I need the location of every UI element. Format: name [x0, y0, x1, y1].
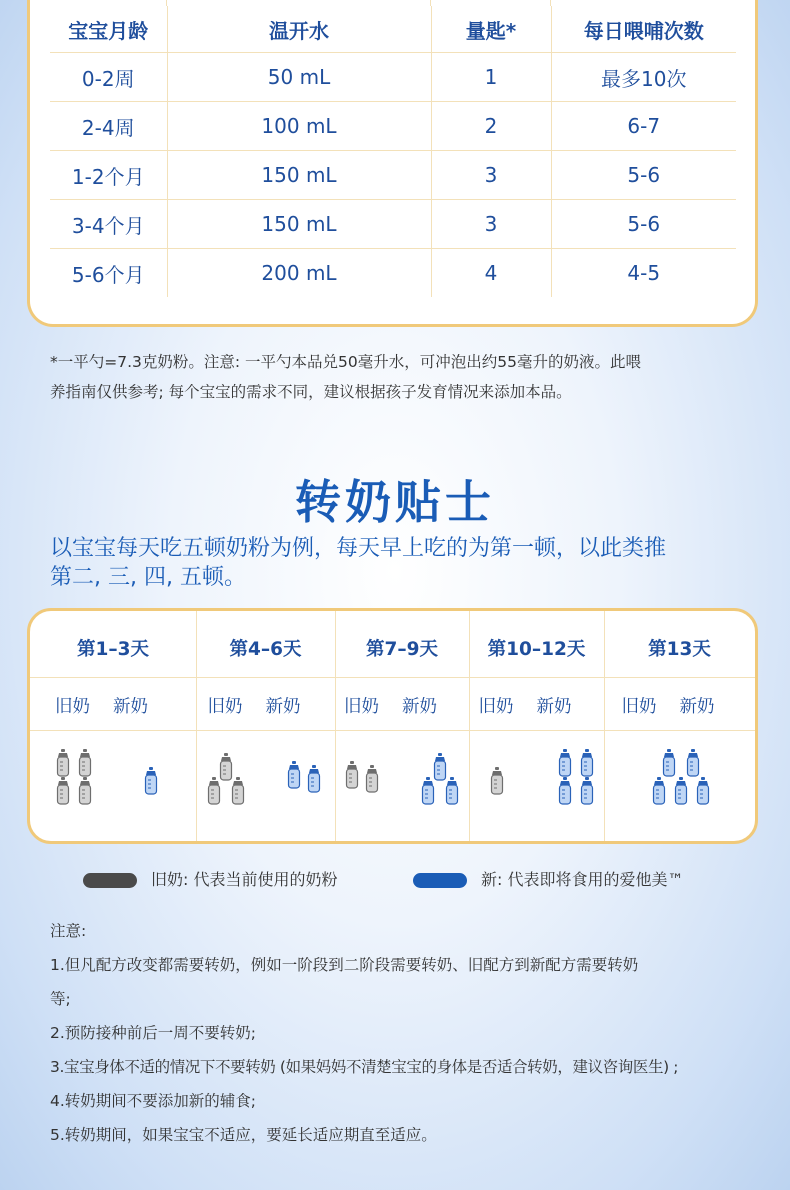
- cell-feeds: 5-6: [551, 151, 736, 200]
- schedule-column: [469, 611, 605, 841]
- new-formula-label: 新奶: [402, 697, 437, 717]
- old-bottle-icon: [345, 761, 359, 789]
- note-item: 3.宝宝身体不适的情况下不要转奶 (如果妈妈不清楚宝宝的身体是否适合转奶，建议咨询医生) ;: [50, 1058, 679, 1076]
- new-formula-label: 新奶: [265, 697, 301, 717]
- old-bottle-icon: [78, 777, 92, 805]
- table-row: [50, 53, 736, 102]
- cell-age: 3-4个月: [50, 200, 167, 249]
- legend-new-text: 新: 代表即将食用的爱他美™: [481, 870, 684, 889]
- new-bottle-icon: [662, 749, 676, 777]
- new-formula-label: 新奶: [536, 697, 572, 717]
- cell-water: 100 mL: [167, 102, 431, 151]
- switch-schedule-grid: [30, 611, 755, 841]
- formula-labels: [30, 677, 196, 731]
- cell-water: 150 mL: [167, 200, 431, 249]
- formula-labels: [469, 677, 604, 731]
- old-bottle-icon: [56, 749, 70, 777]
- old-bottle-icon: [56, 777, 70, 805]
- cell-scoops: 3: [431, 151, 551, 200]
- section-title: 转奶贴士: [295, 475, 495, 529]
- old-bottle-icon: [231, 777, 245, 805]
- footnote-line: 养指南仅供参考; 每个宝宝的需求不同，建议根据孩子发育情况来添加本品。: [50, 383, 572, 401]
- schedule-column: [196, 611, 336, 841]
- cell-water: 50 mL: [167, 53, 431, 102]
- old-bottle-icon: [490, 767, 504, 795]
- new-bottle-icon: [287, 761, 301, 789]
- old-formula-label: 旧奶: [621, 697, 657, 717]
- feeding-table-card: [27, 0, 758, 327]
- period-label: 第1–3天: [30, 611, 196, 678]
- formula-labels: [335, 677, 469, 731]
- cell-feeds: 5-6: [551, 200, 736, 249]
- bottle-area: [196, 731, 335, 843]
- cell-age: 1-2个月: [50, 151, 167, 200]
- table-row: [50, 249, 736, 298]
- old-formula-swatch: [83, 873, 137, 888]
- old-formula-label: 旧奶: [55, 697, 90, 717]
- new-formula-swatch: [413, 873, 467, 888]
- section-subtitle: [50, 534, 750, 592]
- new-bottle-icon: [558, 777, 572, 805]
- new-bottle-icon: [696, 777, 710, 805]
- header-scoops: 量匙*: [431, 6, 551, 53]
- note-item: 等;: [50, 990, 71, 1008]
- formula-labels: [604, 677, 755, 731]
- note-item: 1.但凡配方改变都需要转奶，例如一阶段到二阶段需要转奶、旧配方到新配方需要转奶: [50, 956, 639, 974]
- switch-schedule-card: [27, 608, 758, 844]
- period-label: 第4–6天: [196, 611, 335, 678]
- schedule-column: [30, 611, 197, 841]
- new-bottle-icon: [307, 765, 321, 793]
- notes-heading: 注意:: [50, 922, 87, 940]
- cell-age: 2-4周: [50, 102, 167, 151]
- new-bottle-icon: [580, 749, 594, 777]
- new-bottle-icon: [558, 749, 572, 777]
- note-item: 4.转奶期间不要添加新的辅食;: [50, 1092, 257, 1110]
- new-bottle-icon: [686, 749, 700, 777]
- note-item: 2.预防接种前后一周不要转奶;: [50, 1024, 257, 1042]
- header-water: 温开水: [167, 6, 431, 53]
- new-bottle-icon: [652, 777, 666, 805]
- feeding-table: [50, 6, 736, 297]
- formula-labels: [196, 677, 335, 731]
- note-item: 5.转奶期间，如果宝宝不适应，要延长适应期直至适应。: [50, 1126, 437, 1144]
- footnote-line: *一平勺=7.3克奶粉。注意: 一平勺本品兑50毫升水，可冲泡出约55毫升的奶液。此喂: [50, 353, 641, 371]
- bottle-area: [335, 731, 469, 843]
- notes: [50, 914, 750, 1152]
- cell-age: 0-2周: [50, 53, 167, 102]
- header-age: 宝宝月龄: [50, 6, 167, 53]
- table-footnote: [50, 347, 750, 407]
- cell-scoops: 1: [431, 53, 551, 102]
- old-formula-label: 旧奶: [478, 697, 514, 717]
- subtitle-line: 以宝宝每天吃五顿奶粉为例，每天早上吃的为第一顿，以此类推: [50, 536, 667, 561]
- legend-old-text: 旧奶: 代表当前使用的奶粉: [151, 870, 338, 889]
- old-bottle-icon: [78, 749, 92, 777]
- new-bottle-icon: [674, 777, 688, 805]
- table-row: [50, 151, 736, 200]
- legend-old: [83, 866, 337, 894]
- cell-feeds: 4-5: [627, 261, 661, 285]
- cell-scoops: 4: [431, 249, 551, 298]
- new-formula-label: 新奶: [679, 697, 715, 717]
- schedule-column: [335, 611, 470, 841]
- cell-feeds: 最多10次: [551, 53, 736, 102]
- bottle-area: [469, 731, 604, 843]
- cell-water: 200 mL: [167, 249, 431, 298]
- table-header-row: [50, 6, 736, 53]
- cell-scoops: 2: [431, 102, 551, 151]
- bottle-area: [604, 731, 755, 843]
- cell-scoops: 3: [431, 200, 551, 249]
- new-bottle-icon: [580, 777, 594, 805]
- legend-new: [413, 866, 683, 894]
- subtitle-line: 第二, 三, 四, 五顿。: [50, 565, 246, 590]
- new-bottle-icon: [144, 767, 158, 795]
- schedule-column: [604, 611, 755, 841]
- period-label: 第10–12天: [469, 611, 604, 678]
- period-label: 第7–9天: [335, 611, 469, 678]
- old-formula-label: 旧奶: [207, 697, 243, 717]
- old-bottle-icon: [207, 777, 221, 805]
- new-formula-label: 新奶: [113, 697, 148, 717]
- cell-water: 150 mL: [167, 151, 431, 200]
- table-row: [50, 200, 736, 249]
- cell-age: 5-6个月: [50, 249, 167, 298]
- old-formula-label: 旧奶: [344, 697, 379, 717]
- new-bottle-icon: [445, 777, 459, 805]
- new-bottle-icon: [421, 777, 435, 805]
- header-feeds-per-day: 每日喂哺次数: [551, 6, 736, 53]
- period-label: 第13天: [604, 611, 755, 678]
- table-row: [50, 102, 736, 151]
- old-bottle-icon: [365, 765, 379, 793]
- bottle-area: [30, 731, 196, 843]
- cell-feeds: 6-7: [551, 102, 736, 151]
